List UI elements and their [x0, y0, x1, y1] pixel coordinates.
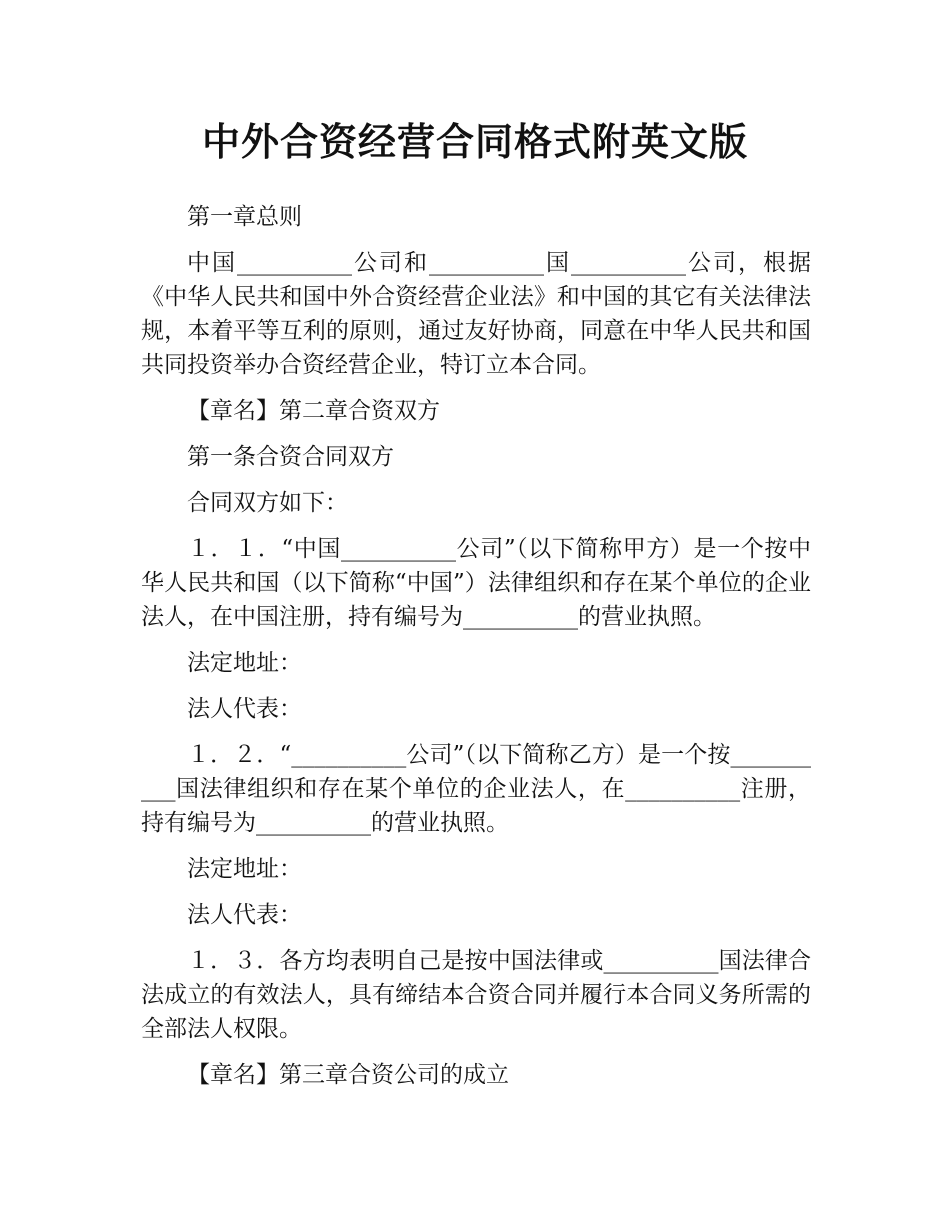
clause-1-1: １．１．“中国__________公司”（以下简称甲方）是一个按中华人民共和国（以下简称“中国”）法律组织和存在某个单位的企业法人，在中国注册，持有编号为__________的营业执照。 — [141, 536, 811, 630]
parties-intro: 合同双方如下： — [187, 490, 348, 516]
article-heading-parties: 第一条合资合同双方 — [187, 444, 394, 470]
document-title: 中外合资经营合同格式附英文版 — [201, 120, 748, 164]
clause-1-3: １．３．各方均表明自己是按中国法律或__________国法律合法成立的有效法人，具有缔结本合资合同并履行本合同义务所需的全部法人权限。 — [141, 948, 811, 1042]
clause-1-2: １．２．“__________公司”（以下简称乙方）是一个按__________国法律组织和存在某个单位的企业法人，在__________注册，持有编号为__________的营业执照。 — [141, 742, 811, 836]
party-b-legal-address: 法定地址： — [187, 856, 302, 882]
party-b-legal-representative: 法人代表： — [187, 902, 302, 928]
chapter-heading-parties: 【章名】第二章合资双方 — [187, 398, 440, 424]
chapter-heading-general: 第一章总则 — [187, 204, 302, 230]
chapter-heading-establishment: 【章名】第三章合资公司的成立 — [187, 1062, 509, 1088]
document-body — [141, 200, 811, 1104]
preamble-paragraph: 中国__________公司和__________国__________公司，根据《中华人民共和国中外合资经营企业法》和中国的其它有关法律法规，本着平等互利的原则，通过友好协商，同意在中华人民共和国共同投资举办合资经营企业，特订立本合同。 — [141, 250, 811, 378]
party-a-legal-address: 法定地址： — [187, 650, 302, 676]
party-a-legal-representative: 法人代表： — [187, 696, 302, 722]
